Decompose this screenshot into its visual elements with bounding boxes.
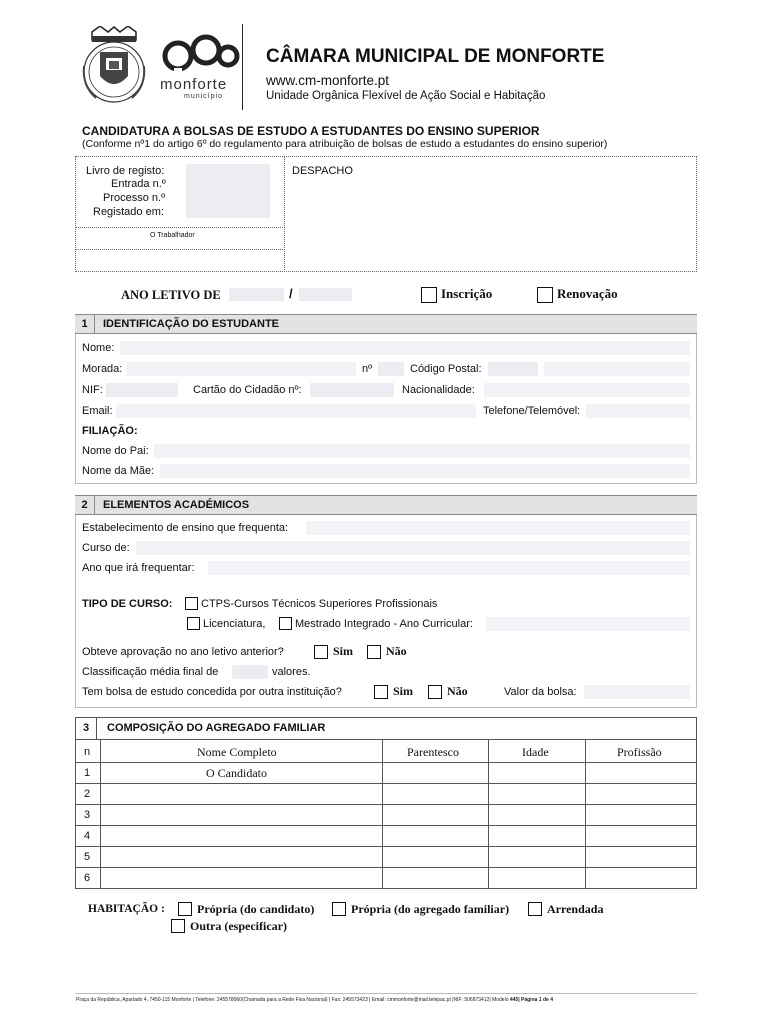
nacionalidade-label: Nacionalidade: — [402, 384, 475, 396]
inscricao-label: Inscrição — [441, 286, 493, 301]
licenciatura-label: Licenciatura, — [203, 618, 266, 630]
table-row[interactable] — [76, 826, 696, 846]
valor-bolsa-field[interactable] — [584, 685, 690, 699]
bolsa-nao-checkbox[interactable] — [428, 685, 442, 699]
bolsa-sim-checkbox[interactable] — [374, 685, 388, 699]
council-unit: Unidade Orgânica Flexível de Ação Social e Habitação — [266, 90, 546, 102]
telefone-label: Telefone/Telemóvel: — [483, 405, 581, 417]
col-header-profissao: Profissão — [617, 745, 662, 759]
table-row[interactable] — [76, 784, 696, 804]
row-number: 1 — [84, 767, 91, 779]
mae-label: Nome da Mãe: — [82, 465, 155, 477]
bolsa-label: Tem bolsa de estudo concedida por outra instituição? — [82, 686, 342, 698]
habitacao-label: HABITAÇÃO : — [88, 903, 165, 915]
form-subtitle: (Conforme nº1 do artigo 6º do regulamento para atribuição de bolsas de estudo a estudantes do ensino superior) — [82, 138, 608, 150]
section3-header — [75, 717, 697, 739]
table-row[interactable] — [76, 868, 696, 888]
arrendada-checkbox[interactable] — [528, 902, 542, 916]
inscricao-checkbox[interactable] — [421, 287, 437, 303]
nif-field[interactable] — [106, 383, 178, 397]
trabalhador-label: O Trabalhador — [150, 232, 195, 239]
ctps-label: CTPS-Cursos Técnicos Superiores Profissionais — [201, 598, 438, 610]
registry-field-divider — [75, 227, 285, 228]
tipo-curso-label: TIPO DE CURSO: — [82, 598, 173, 610]
section2-header — [75, 495, 697, 515]
valor-bolsa-label: Valor da bolsa: — [504, 686, 577, 698]
section2-title: ELEMENTOS ACADÉMICOS — [103, 499, 250, 511]
section3-title: COMPOSIÇÃO DO AGREGADO FAMILIAR — [107, 722, 326, 734]
morada-label: Morada: — [82, 363, 123, 375]
nome-label: Nome: — [82, 342, 115, 354]
monforte-logo — [158, 28, 240, 102]
row-number: 5 — [84, 851, 91, 863]
row-name-cell: O Candidato — [206, 766, 267, 780]
nif-label: NIF: — [82, 384, 103, 396]
aprovacao-nao-checkbox[interactable] — [367, 645, 381, 659]
section3-number: 3 — [76, 718, 97, 739]
section2-number: 2 — [75, 496, 95, 514]
col-header-parentesco: Parentesco — [407, 745, 459, 759]
col-header-nome: Nome Completo — [197, 745, 277, 759]
processo-label: Processo n.º — [103, 192, 166, 204]
livro-label: Livro de registo: — [86, 165, 165, 177]
mestrado-label: Mestrado Integrado - Ano Curricular: — [295, 618, 473, 630]
numero-field[interactable] — [378, 362, 404, 376]
aprovacao-label: Obteve aprovação no ano letivo anterior? — [82, 646, 284, 658]
ano-curricular-field[interactable] — [486, 617, 690, 631]
codigo-postal-field[interactable] — [488, 362, 538, 376]
cartao-field[interactable] — [310, 383, 394, 397]
council-title: CÂMARA MUNICIPAL DE MONFORTE — [266, 46, 605, 67]
email-label: Email: — [82, 405, 113, 417]
telefone-field[interactable] — [586, 404, 690, 418]
municipal-crest — [78, 26, 150, 106]
cartao-label: Cartão do Cidadão nº: — [193, 384, 302, 396]
mae-field[interactable] — [160, 464, 690, 478]
council-website: www.cm-monforte.pt — [266, 73, 390, 88]
footer-rule — [75, 993, 697, 994]
propria-candidato-checkbox[interactable] — [178, 902, 192, 916]
codigo-postal-label: Código Postal: — [410, 363, 482, 375]
header-divider — [242, 24, 243, 110]
section1-number: 1 — [75, 315, 95, 333]
logo-subtext: município — [184, 93, 223, 100]
estabelecimento-field[interactable] — [306, 521, 690, 535]
outra-checkbox[interactable] — [171, 919, 185, 933]
ano-start-field[interactable] — [229, 288, 284, 301]
section1-header — [75, 314, 697, 334]
curso-label: Curso de: — [82, 542, 130, 554]
footer-page: Página 1 de 4 — [521, 997, 553, 1003]
row-number: 2 — [84, 788, 91, 800]
registado-label: Registado em: — [93, 206, 164, 218]
propria-agregado-label: Própria (do agregado familiar) — [351, 902, 510, 916]
propria-agregado-checkbox[interactable] — [332, 902, 346, 916]
ano-letivo-label: ANO LETIVO DE — [121, 288, 221, 302]
ctps-checkbox[interactable] — [185, 597, 198, 610]
despacho-label: DESPACHO — [292, 165, 353, 177]
form-title: CANDIDATURA A BOLSAS DE ESTUDO A ESTUDANTES DO ENSINO SUPERIOR — [82, 124, 540, 138]
registry-right-border — [696, 157, 697, 272]
footer-line — [76, 997, 696, 1003]
row-number: 6 — [84, 872, 91, 884]
morada-field[interactable] — [126, 362, 356, 376]
registry-box — [75, 156, 697, 272]
bolsa-sim-label: Sim — [393, 684, 414, 698]
footer-modelo: 445| — [509, 997, 520, 1003]
pai-field[interactable] — [154, 444, 690, 458]
row-number: 3 — [84, 809, 91, 821]
col-header-n: n — [84, 746, 91, 758]
ano-slash: / — [289, 286, 293, 301]
outra-label: Outra (especificar) — [190, 919, 287, 933]
classificacao-label: Classificação média final de — [82, 666, 219, 678]
aprovacao-nao-label: Não — [386, 644, 407, 658]
table-row[interactable] — [76, 847, 696, 867]
email-field[interactable] — [116, 404, 476, 418]
arrendada-label: Arrendada — [547, 902, 604, 916]
pai-label: Nome do Pai: — [82, 445, 149, 457]
localidade-field[interactable] — [544, 362, 690, 376]
logo-wordmark: monforte — [160, 76, 228, 93]
table-row[interactable] — [76, 763, 696, 783]
aprovacao-sim-label: Sim — [333, 644, 354, 658]
classificacao-field[interactable] — [232, 665, 268, 679]
nacionalidade-field[interactable] — [484, 383, 690, 397]
filiacao-label: FILIAÇÃO: — [82, 425, 138, 437]
nome-field[interactable] — [120, 341, 690, 355]
valores-label: valores. — [272, 666, 311, 678]
propria-candidato-label: Própria (do candidato) — [197, 902, 315, 916]
registry-fill-area[interactable] — [186, 164, 270, 218]
renovacao-label: Renovação — [557, 286, 618, 301]
numero-label: nº — [362, 363, 373, 375]
licenciatura-checkbox[interactable] — [187, 617, 200, 630]
ano-frequentar-label: Ano que irá frequentar: — [82, 562, 195, 574]
mestrado-checkbox[interactable] — [279, 617, 292, 630]
footer-address: Praça da República, Apartado 4, 7450-115 Monforte | Telefone: 245578060(Chamada para a Rede Fixa Nacional) | Fax: 245573423 | Email: cmmonforte@mail.telepac.pt |NIF: 506873412| Modelo — [76, 997, 509, 1003]
entrada-label: Entrada n.º — [111, 178, 166, 190]
registry-sign-divider — [75, 249, 285, 250]
table-row[interactable] — [76, 805, 696, 825]
aprovacao-sim-checkbox[interactable] — [314, 645, 328, 659]
ano-frequentar-field[interactable] — [208, 561, 690, 575]
renovacao-checkbox[interactable] — [537, 287, 553, 303]
row-number: 4 — [84, 830, 91, 842]
family-table — [75, 739, 697, 889]
estabelecimento-label: Estabelecimento de ensino que frequenta: — [82, 522, 289, 534]
col-header-idade: Idade — [522, 745, 549, 759]
ano-end-field[interactable] — [299, 288, 352, 301]
bolsa-nao-label: Não — [447, 684, 468, 698]
section1-title: IDENTIFICAÇÃO DO ESTUDANTE — [103, 318, 279, 330]
curso-field[interactable] — [136, 541, 690, 555]
